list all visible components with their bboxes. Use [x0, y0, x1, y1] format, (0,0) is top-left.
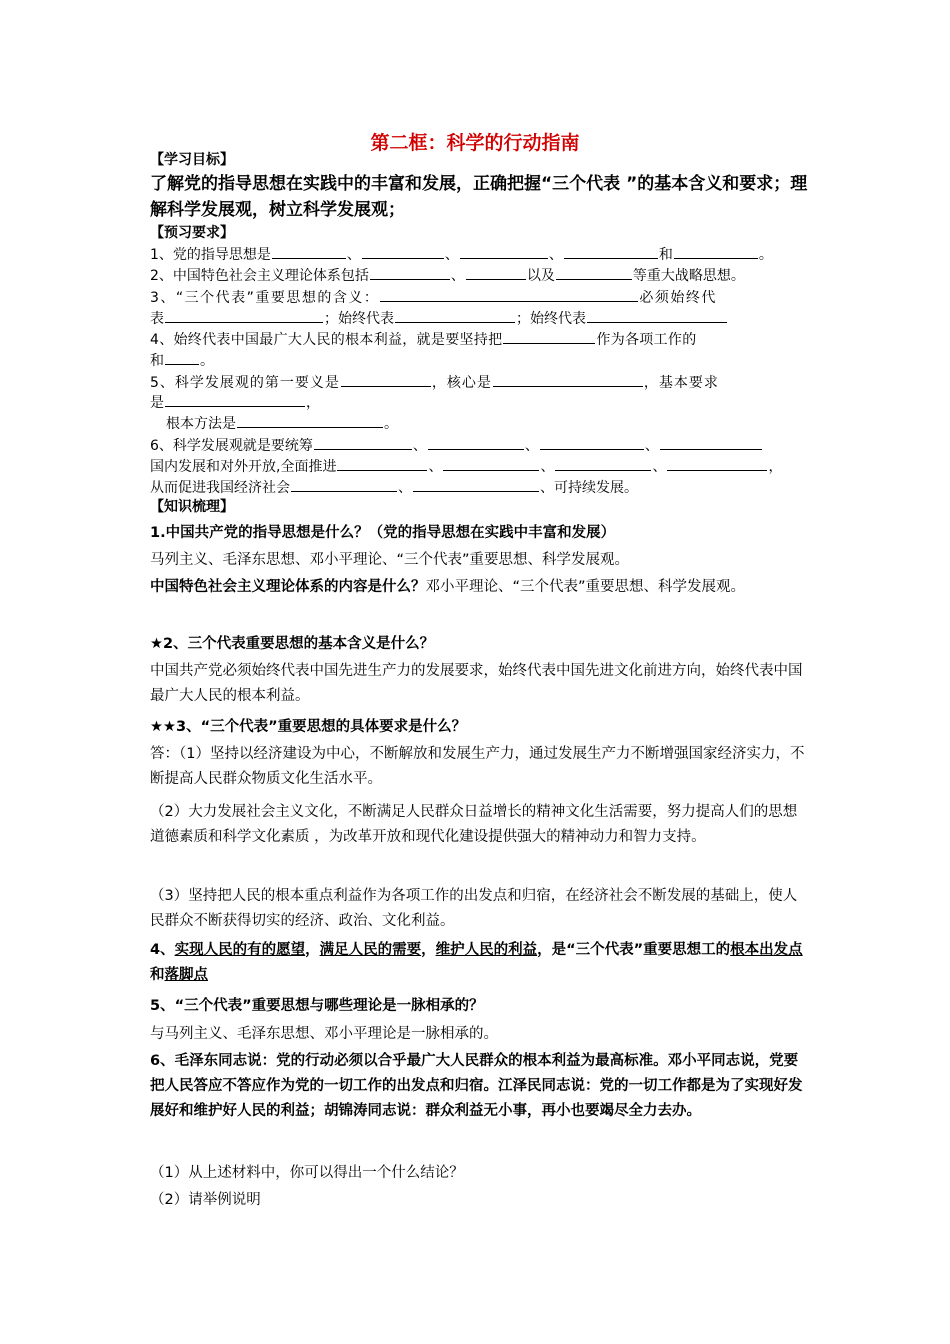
- knowledge-heading: 【知识梳理】: [150, 499, 234, 515]
- answer-1: 马列主义、毛泽东思想、邓小平理论、“三个代表”重要思想、科学发展观。: [150, 552, 630, 568]
- goals-text: 了解党的指导思想在实践中的丰富和发展，正确把握“三个代表 ”的基本含义和要求；理解科学发展观，树立科学发展观；: [150, 174, 808, 220]
- preview-line-1: 1、党的指导思想是 、 、 、 和 。: [150, 247, 773, 263]
- answer-5: 与马列主义、毛泽东思想、邓小平理论是一脉相承的。: [150, 1026, 498, 1042]
- preview-heading: 【预习要求】: [150, 225, 234, 241]
- answer-3-part-3: （3）坚持把人民的根本重点利益作为各项工作的出发点和归宿，在经济社会不断发展的基础上，使人民群众不断获得切实的经济、政治、文化利益。: [150, 888, 798, 929]
- question-1b: 中国特色社会主义理论体系的内容是什么？: [150, 579, 426, 595]
- preview-line-2: 2、中国特色社会主义理论体系包括 、 以及 等重大战略思想。: [150, 268, 745, 284]
- blank[interactable]: [667, 457, 767, 471]
- question-4: 4、实现人民的有的愿望，满足人民的需要，维护人民的利益，是“三个代表”重要思想工的根本出发点和落脚点: [150, 942, 803, 983]
- blank[interactable]: [380, 288, 638, 302]
- blank[interactable]: [272, 245, 346, 259]
- blank[interactable]: [443, 457, 539, 471]
- blank[interactable]: [314, 436, 412, 450]
- goals-heading: 【学习目标】: [150, 152, 234, 168]
- blank[interactable]: [540, 436, 644, 450]
- blank[interactable]: [395, 309, 515, 323]
- blank[interactable]: [564, 245, 658, 259]
- blank[interactable]: [291, 478, 397, 492]
- question-5: 5、“三个代表”重要思想与哪些理论是一脉相承的？: [150, 998, 484, 1014]
- preview-line-3: 3、“三个代表”重要思想的含义： 必须始终代: [150, 290, 717, 306]
- blank[interactable]: [503, 330, 595, 344]
- answer-1b: 邓小平理论、“三个代表”重要思想、科学发展观。: [425, 579, 746, 595]
- blank[interactable]: [237, 414, 383, 428]
- blank[interactable]: [674, 245, 758, 259]
- question-1b-block: [150, 575, 810, 600]
- question-6-sub-1: （1）从上述材料中，你可以得出一个什么结论？: [150, 1165, 464, 1181]
- blank[interactable]: [165, 351, 199, 365]
- preview-line-8: 是 ，: [150, 395, 320, 411]
- blank[interactable]: [660, 436, 762, 450]
- preview-line-7: 5、科学发展观的第一要义是 ，核心是 ，基本要求: [150, 375, 719, 391]
- blank[interactable]: [341, 373, 431, 387]
- blank[interactable]: [466, 266, 526, 280]
- question-6-sub-2: （2）请举例说明: [150, 1192, 261, 1208]
- page-title: 第二框：科学的行动指南: [370, 132, 580, 154]
- preview-line-11: 国内发展和对外开放,全面推进 、 、 、 ，: [150, 459, 783, 475]
- blank[interactable]: [165, 393, 305, 407]
- blank[interactable]: [362, 245, 444, 259]
- question-1: 1.中国共产党的指导思想是什么？（党的指导思想在实践中丰富和发展）: [150, 525, 616, 541]
- question-2: ★2、三个代表重要思想的基本含义是什么？: [150, 636, 435, 652]
- question-6: 6、毛泽东同志说：党的行动必须以合乎最广大人民群众的根本利益为最高标准。邓小平同志说，党要把人民答应不答应作为党的一切工作的出发点和归宿。江泽民同志说：党的一切工作都是为了实现好发展好和维护好人民的利益；胡锦涛同志说：群众利益无小事，再小也要竭尽全力去办。: [150, 1053, 803, 1119]
- preview-line-10: 6、科学发展观就是要统筹 、 、 、: [150, 436, 810, 455]
- blank[interactable]: [555, 457, 651, 471]
- question-3: ★★3、“三个代表”重要思想的具体要求是什么？: [150, 719, 467, 735]
- answer-3-part-1: 答：（1）坚持以经济建设为中心，不断解放和发展生产力，通过发展生产力不断增强国家经济实力，不断提高人民群众物质文化生活水平。: [150, 746, 805, 787]
- blank[interactable]: [587, 309, 727, 323]
- blank[interactable]: [460, 245, 548, 259]
- blank[interactable]: [428, 436, 524, 450]
- blank[interactable]: [165, 309, 323, 323]
- preview-line-6: 和 。: [150, 353, 214, 369]
- preview-line-12: 从而促进我国经济社会 、 、可持续发展。: [150, 480, 638, 496]
- answer-2: 中国共产党必须始终代表中国先进生产力的发展要求，始终代表中国先进文化前进方向，始终代表中国最广大人民的根本利益。: [150, 663, 803, 704]
- preview-line-4: 表 ；始终代表 ；始终代表: [150, 309, 810, 328]
- blank[interactable]: [370, 266, 450, 280]
- answer-3-part-2: （2）大力发展社会主义文化，不断满足人民群众日益增长的精神文化生活需要，努力提高人们的思想道德素质和科学文化素质 ，为改革开放和现代化建设提供强大的精神动力和智力支持。: [150, 804, 798, 845]
- preview-line-5: 4、始终代表中国最广大人民的根本利益，就是要坚持把 作为各项工作的: [150, 332, 697, 348]
- blank[interactable]: [413, 478, 539, 492]
- blank[interactable]: [337, 457, 427, 471]
- preview-line-9: 根本方法是 。: [166, 416, 398, 432]
- blank[interactable]: [493, 373, 643, 387]
- blank[interactable]: [556, 266, 632, 280]
